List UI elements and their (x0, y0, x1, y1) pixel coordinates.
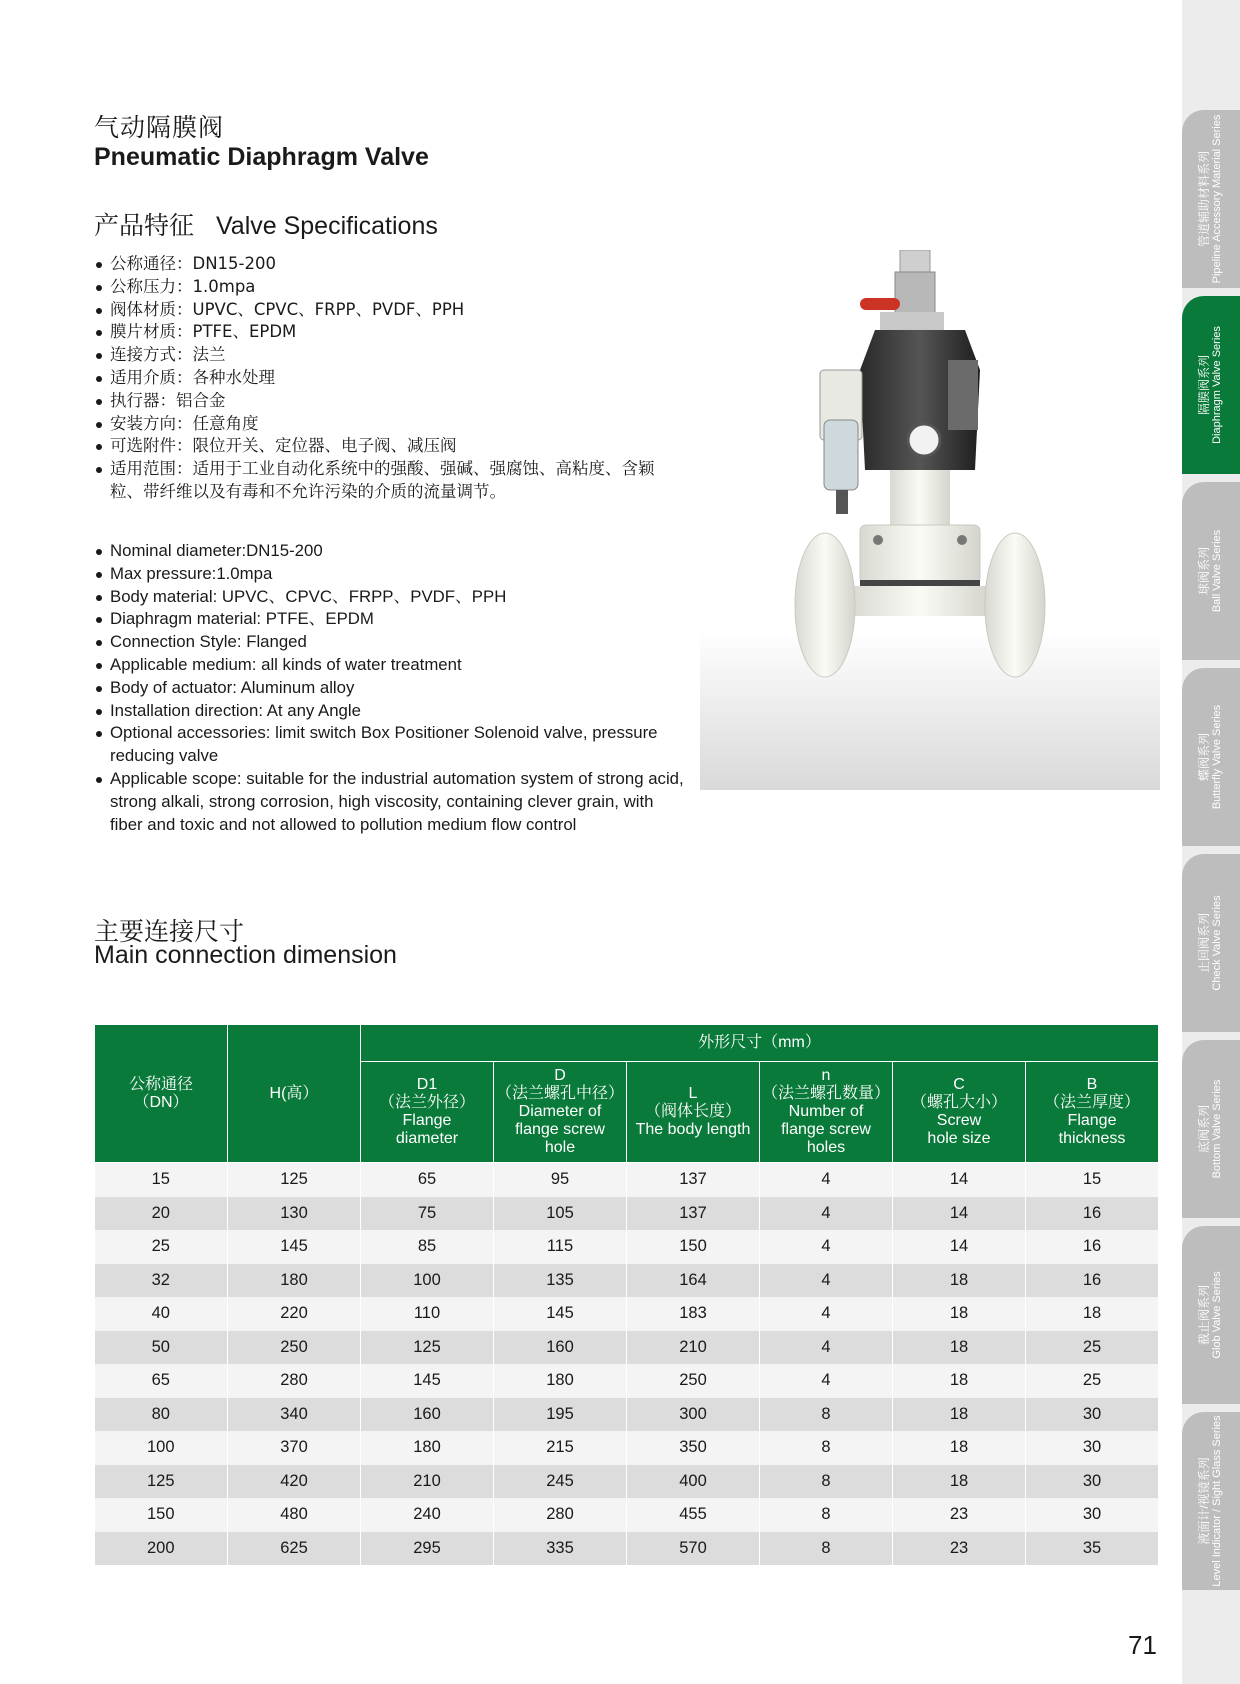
sidebar-tab-label (1198, 115, 1224, 284)
table-cell: 455 (627, 1498, 760, 1532)
table-row (95, 1364, 1159, 1398)
table-cell: 145 (361, 1364, 494, 1398)
table-cell: 4 (760, 1331, 893, 1365)
table-cell: 110 (361, 1297, 494, 1331)
table-cell: 480 (228, 1498, 361, 1532)
table-cell: 30 (1026, 1398, 1159, 1432)
table-cell: 137 (627, 1163, 760, 1197)
header-n: n （法兰螺孔数量） Number of flange screw holes (760, 1062, 893, 1163)
spec-item-en: Body material: UPVC、CPVC、FRPP、PVDF、PPH (94, 586, 684, 609)
table-cell: 14 (893, 1163, 1026, 1197)
table-cell: 160 (494, 1331, 627, 1365)
specs-heading-en: Valve Specifications (215, 212, 438, 240)
table-cell: 150 (627, 1230, 760, 1264)
table-cell: 180 (228, 1264, 361, 1298)
sidebar-tab-label-cn: 球阀系列 (1197, 547, 1211, 596)
table-row (95, 1431, 1159, 1465)
table-cell: 30 (1026, 1431, 1159, 1465)
table-cell: 18 (893, 1297, 1026, 1331)
specs-heading (94, 206, 452, 242)
table-cell: 14 (893, 1197, 1026, 1231)
header-l: L （阀体长度） The body length (627, 1062, 760, 1163)
table-cell: 100 (361, 1264, 494, 1298)
spec-item-en: Applicable medium: all kinds of water treatment (94, 654, 684, 677)
sidebar-tab[interactable] (1182, 296, 1240, 474)
table-cell: 160 (361, 1398, 494, 1432)
table-cell: 4 (760, 1297, 893, 1331)
spec-item-cn: 阀体材质：UPVC、CPVC、FRPP、PVDF、PPH (94, 299, 664, 322)
dimensions-heading-en: Main connection dimension (94, 941, 397, 969)
table-cell: 130 (228, 1197, 361, 1231)
sidebar-tab[interactable] (1182, 1226, 1240, 1404)
table-cell: 18 (893, 1331, 1026, 1365)
table-row (95, 1465, 1159, 1499)
table-cell: 8 (760, 1532, 893, 1566)
sidebar-tab-label-cn: 液面计/视镜系列 (1197, 1457, 1211, 1545)
spec-item-cn: 执行器：铝合金 (94, 390, 664, 413)
sidebar-tab-label-cn: 止回阀系列 (1197, 912, 1211, 974)
sidebar-tab[interactable] (1182, 1412, 1240, 1590)
spec-item-cn: 适用介质：各种水处理 (94, 367, 664, 390)
sidebar-tab-label (1198, 705, 1224, 809)
table-cell: 400 (627, 1465, 760, 1499)
table-cell: 125 (361, 1331, 494, 1365)
spec-item-en: Diaphragm material: PTFE、EPDM (94, 608, 684, 631)
table-cell: 30 (1026, 1498, 1159, 1532)
table-cell: 8 (760, 1498, 893, 1532)
sidebar-tab-label-en: Bottom Valve Series (1211, 1079, 1223, 1179)
table-cell: 4 (760, 1163, 893, 1197)
table-cell: 200 (95, 1532, 228, 1566)
table-cell: 570 (627, 1532, 760, 1566)
sidebar-tab-label-en: Check Valve Series (1211, 895, 1223, 991)
spec-item-cn: 可选附件：限位开关、定位器、电子阀、减压阀 (94, 435, 664, 458)
spec-item-en: Installation direction: At any Angle (94, 700, 684, 723)
sidebar-tab-label (1198, 1415, 1224, 1586)
table-cell: 180 (361, 1431, 494, 1465)
table-cell: 250 (627, 1364, 760, 1398)
table-cell: 280 (494, 1498, 627, 1532)
table-cell: 8 (760, 1465, 893, 1499)
table-cell: 14 (893, 1230, 1026, 1264)
table-cell: 16 (1026, 1264, 1159, 1298)
table-cell: 100 (95, 1431, 228, 1465)
sidebar-tab-label-en: Butterfly Valve Series (1211, 704, 1223, 810)
table-cell: 210 (361, 1465, 494, 1499)
table-cell: 18 (893, 1431, 1026, 1465)
series-sidebar (1182, 0, 1240, 1684)
spec-item-cn: 安装方向：任意角度 (94, 413, 664, 436)
table-cell: 370 (228, 1431, 361, 1465)
table-cell: 215 (494, 1431, 627, 1465)
table-cell: 18 (1026, 1297, 1159, 1331)
table-cell: 18 (893, 1465, 1026, 1499)
table-cell: 210 (627, 1331, 760, 1365)
spec-item-cn: 膜片材质：PTFE、EPDM (94, 321, 664, 344)
dimensions-heading-cn: 主要连接尺寸 (94, 917, 245, 946)
sidebar-tab-label (1198, 895, 1224, 990)
table-row (95, 1264, 1159, 1298)
table-cell: 4 (760, 1364, 893, 1398)
header-height: H(高） (228, 1025, 361, 1163)
table-cell: 85 (361, 1230, 494, 1264)
table-cell: 75 (361, 1197, 494, 1231)
table-cell: 80 (95, 1398, 228, 1432)
sidebar-tab[interactable] (1182, 110, 1240, 288)
table-cell: 20 (95, 1197, 228, 1231)
table-cell: 23 (893, 1532, 1026, 1566)
table-cell: 32 (95, 1264, 228, 1298)
table-cell: 135 (494, 1264, 627, 1298)
table-cell: 295 (361, 1532, 494, 1566)
table-cell: 25 (1026, 1331, 1159, 1365)
sidebar-tab-label (1198, 1271, 1224, 1358)
table-cell: 50 (95, 1331, 228, 1365)
sidebar-tab-label-cn: 隔膜阀系列 (1197, 354, 1211, 416)
header-dn: 公称通径 （DN） (95, 1025, 228, 1163)
table-cell: 137 (627, 1197, 760, 1231)
sidebar-tab-label-en: Diaphragm Valve Series (1211, 326, 1223, 444)
table-cell: 420 (228, 1465, 361, 1499)
header-group: 外形尺寸（mm） (361, 1025, 1159, 1062)
table-row (95, 1297, 1159, 1331)
table-cell: 115 (494, 1230, 627, 1264)
table-cell: 8 (760, 1398, 893, 1432)
specs-list-cn (94, 253, 664, 504)
table-cell: 35 (1026, 1532, 1159, 1566)
table-row (95, 1163, 1159, 1197)
sidebar-tab[interactable] (1182, 482, 1240, 660)
table-cell: 16 (1026, 1230, 1159, 1264)
sidebar-tab[interactable] (1182, 668, 1240, 846)
table-cell: 8 (760, 1431, 893, 1465)
table-cell: 25 (95, 1230, 228, 1264)
table-cell: 4 (760, 1197, 893, 1231)
table-cell: 18 (893, 1264, 1026, 1298)
spec-item-en: Optional accessories: limit switch Box Positioner Solenoid valve, pressure reducing valve (94, 722, 684, 768)
sidebar-tab-label (1198, 326, 1224, 444)
table-row (95, 1498, 1159, 1532)
table-cell: 30 (1026, 1465, 1159, 1499)
table-cell: 150 (95, 1498, 228, 1532)
table-row (95, 1331, 1159, 1365)
sidebar-tab-label-en: Level Indicator / Sight Glass Series (1211, 1415, 1223, 1587)
table-cell: 4 (760, 1264, 893, 1298)
table-row (95, 1532, 1159, 1566)
spec-item-cn: 适用范围：适用于工业自动化系统中的强酸、强碱、强腐蚀、高粘度、含颖粒、带纤维以及有毒和不允许污染的介质的流量调节。 (94, 458, 664, 504)
spec-item-cn: 连接方式：法兰 (94, 344, 664, 367)
table-cell: 250 (228, 1331, 361, 1365)
page-title-en: Pneumatic Diaphragm Valve (94, 143, 429, 171)
table-cell: 340 (228, 1398, 361, 1432)
table-cell: 625 (228, 1532, 361, 1566)
header-d: D （法兰螺孔中径） Diameter of flange screw hole (494, 1062, 627, 1163)
table-cell: 15 (1026, 1163, 1159, 1197)
table-cell: 25 (1026, 1364, 1159, 1398)
sidebar-tab[interactable] (1182, 1040, 1240, 1218)
sidebar-tab-label-cn: 底阀系列 (1197, 1105, 1211, 1154)
table-cell: 125 (228, 1163, 361, 1197)
table-cell: 23 (893, 1498, 1026, 1532)
table-cell: 300 (627, 1398, 760, 1432)
table-row (95, 1398, 1159, 1432)
page-title-cn: 气动隔膜阀 (94, 113, 225, 142)
sidebar-tab-label (1198, 530, 1224, 612)
table-cell: 65 (361, 1163, 494, 1197)
header-d1: D1 （法兰外径） Flange diameter (361, 1062, 494, 1163)
table-cell: 145 (228, 1230, 361, 1264)
table-cell: 18 (893, 1398, 1026, 1432)
spec-item-en: Max pressure:1.0mpa (94, 563, 684, 586)
table-row (95, 1197, 1159, 1231)
header-c: C （螺孔大小） Screw hole size (893, 1062, 1026, 1163)
valve-product-image (700, 250, 1160, 790)
spec-item-en: Body of actuator: Aluminum alloy (94, 677, 684, 700)
table-cell: 145 (494, 1297, 627, 1331)
table-cell: 180 (494, 1364, 627, 1398)
table-cell: 105 (494, 1197, 627, 1231)
sidebar-tab-label-cn: 管道辅助材料系列 (1197, 151, 1211, 248)
page-number: 71 (1128, 1630, 1157, 1660)
table-cell: 240 (361, 1498, 494, 1532)
spec-item-en: Applicable scope: suitable for the industrial automation system of strong acid, strong alkali, strong corrosion, high viscosity, containing clever grain, with fiber and toxic and not allowed to pollution medium flow control (94, 768, 684, 836)
specs-list-en (94, 540, 684, 836)
table-cell: 245 (494, 1465, 627, 1499)
spec-item-cn: 公称通径：DN15-200 (94, 253, 664, 276)
table-cell: 16 (1026, 1197, 1159, 1231)
sidebar-tab-label-cn: 蝶阀系列 (1197, 733, 1211, 782)
table-cell: 350 (627, 1431, 760, 1465)
table-cell: 220 (228, 1297, 361, 1331)
table-cell: 164 (627, 1264, 760, 1298)
sidebar-tab-label-cn: 截止阀系列 (1197, 1284, 1211, 1346)
table-cell: 280 (228, 1364, 361, 1398)
dimensions-table (94, 1024, 1159, 1565)
spec-item-en: Connection Style: Flanged (94, 631, 684, 654)
header-b: B （法兰厚度） Flange thickness (1026, 1062, 1159, 1163)
table-cell: 183 (627, 1297, 760, 1331)
table-cell: 65 (95, 1364, 228, 1398)
table-cell: 95 (494, 1163, 627, 1197)
table-cell: 335 (494, 1532, 627, 1566)
spec-item-en: Nominal diameter:DN15-200 (94, 540, 684, 563)
specs-heading-cn: 产品特征 (94, 211, 195, 240)
sidebar-tab[interactable] (1182, 854, 1240, 1032)
sidebar-tab-label-en: Pipeline Accessory Material Series (1211, 114, 1223, 284)
sidebar-tab-label-en: Glob Valve Series (1211, 1271, 1223, 1359)
table-cell: 18 (893, 1364, 1026, 1398)
table-cell: 40 (95, 1297, 228, 1331)
spec-item-cn: 公称压力：1.0mpa (94, 276, 664, 299)
table-cell: 15 (95, 1163, 228, 1197)
table-row (95, 1230, 1159, 1264)
sidebar-tab-label-en: Ball Valve Series (1211, 529, 1223, 613)
table-cell: 195 (494, 1398, 627, 1432)
table-cell: 4 (760, 1230, 893, 1264)
sidebar-tab-label (1198, 1080, 1224, 1179)
table-cell: 125 (95, 1465, 228, 1499)
